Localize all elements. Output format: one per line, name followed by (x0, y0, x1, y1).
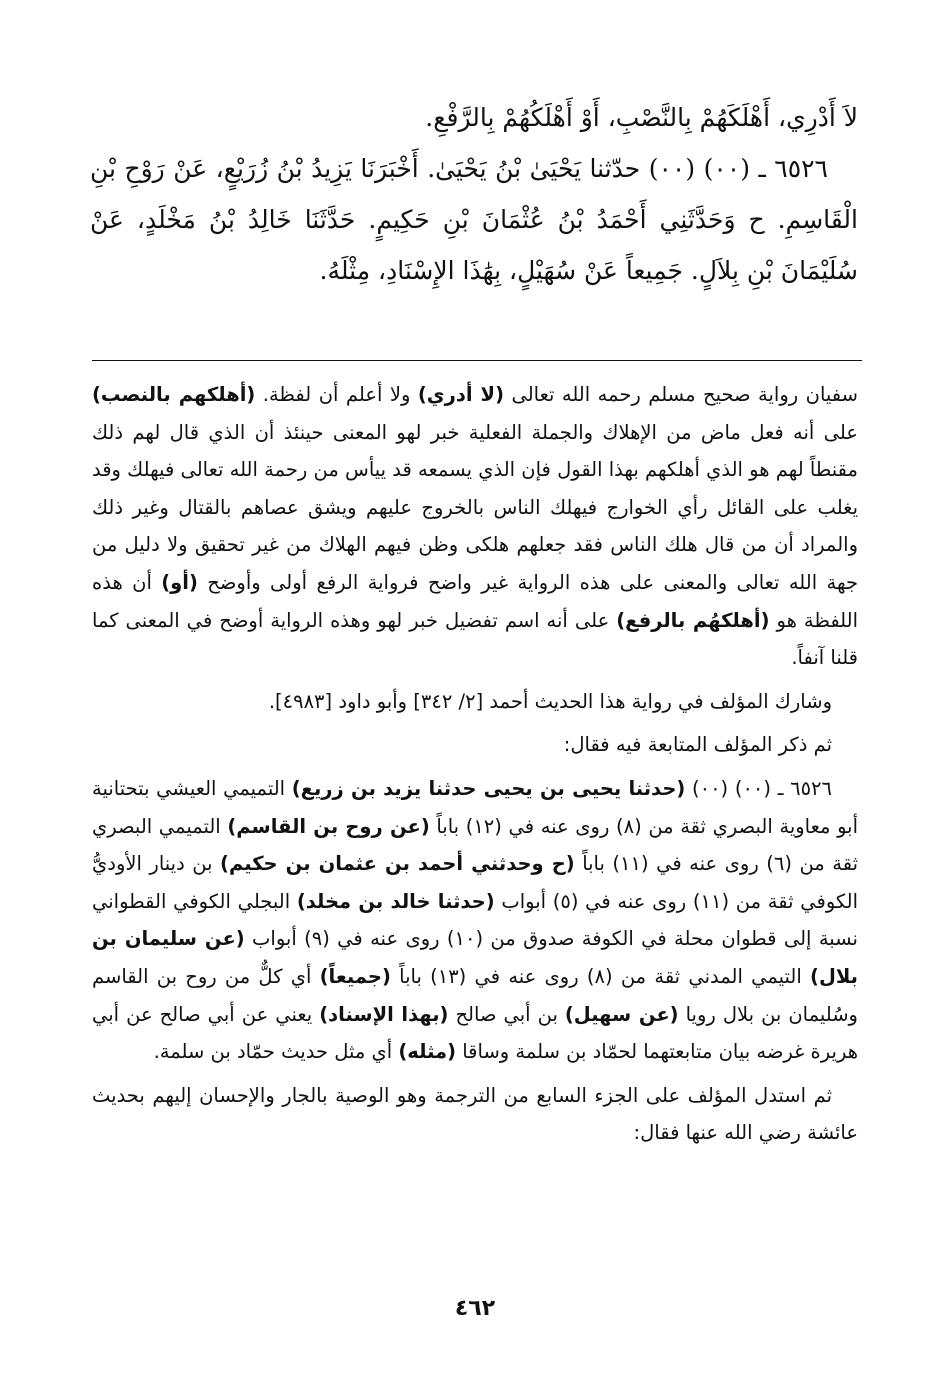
commentary-text: على أنه اسم تفضيل خبر لهو وهذه الرواية أوضح في المعنى كما قلنا آنفاً. (92, 608, 858, 670)
commentary-text: التميمي العيشي بتحتانية أبو معاوية البصري ثقة من (٨) روى عنه في (١٢) باباً (92, 776, 858, 838)
commentary-bold-term: (جميعاً) (319, 964, 391, 988)
commentary-text: ولا أعلم أن لفظة. (255, 383, 418, 406)
commentary-text: التيمي المدني ثقة من (٨) روى عنه في (١٣) باباً (390, 964, 811, 988)
commentary-bold-term: (عن سهيل) (564, 1002, 679, 1026)
commentary-bold-term: (أو) (161, 570, 198, 594)
footnote-divider (92, 360, 862, 361)
commentary-text: يعني عن أبي صالح عن أبي هريرة غرضه بيان متابعتهما لحمّاد بن سلمة وساقا (92, 1002, 858, 1064)
hadith-text-block (90, 92, 858, 296)
commentary-bold-term: (أهلكهم بالنصب) (92, 383, 256, 406)
commentary-bold-term: (عن سليمان بن بلال) (92, 927, 858, 988)
commentary-paragraph-3: ثم ذكر المؤلف المتابعة فيه فقال: (563, 733, 832, 757)
commentary-bold-term: (أهلكهُم بالرفع) (616, 608, 770, 632)
commentary-text: التميمي البصري ثقة من (٦) روى عنه في (١١) باباً (92, 814, 859, 876)
commentary-text: البجلي الكوفي القطواني نسبة إلى قطوان محلة في الكوفة صدوق من (١٠) روى عنه في (٩) أبواب (92, 889, 858, 951)
commentary-paragraph-1 (92, 376, 858, 677)
commentary-text: أي كلٌّ من روح بن القاسم وسُليمان بن بلال رويا (92, 964, 858, 1026)
commentary-text: ٦٥٢٦ ـ (٠٠) (٠٠) (685, 776, 832, 800)
commentary-text: بن دينار الأوديُّ الكوفي ثقة من (١١) روى عنه في (٥) أبواب (92, 852, 859, 913)
commentary-bold-term: (ح وحدثني أحمد بن عثمان بن حكيم) (220, 852, 575, 876)
commentary-text: بن أبي صالح (448, 1002, 565, 1026)
commentary-paragraph-2: وشارك المؤلف في رواية هذا الحديث أحمد [٢/ ٣٤٢] وأبو داود [٤٩٨٣]. (268, 689, 832, 713)
commentary-block (92, 376, 858, 1158)
hadith-paragraph-2: ٦٥٢٦ ـ (٠٠) (٠٠) حدّثنا يَحْيَىٰ بْنُ يَحْيَىٰ. أَخْبَرَنَا يَزِيدُ بْنُ زُرَيْعٍ، عَنْ رَوْحِ بْنِ الْقَاسِمِ. ح وَحَدَّثَنِي أَحْمَدُ بْنُ عُثْمَانَ بْنِ حَكِيمٍ. حَدَّثَنَا خَالِدُ بْنُ مَخْلَدٍ، عَنْ سُلَيْمَانَ بْنِ بِلاَلٍ. جَمِيعاً عَنْ سُهَيْلٍ، بِهَٰذَا الإِسْنَادِ، مِثْلَهُ. (90, 154, 858, 285)
commentary-bold-term: (حدثنا يحيى بن يحيى حدثنا يزيد بن زريع) (291, 776, 686, 800)
commentary-bold-term: (لا أدري) (417, 383, 504, 406)
commentary-text: أن هذه اللفظة هو (92, 570, 858, 632)
commentary-text: على أنه فعل ماض من الإهلاك والجملة الفعلية خبر لهو المعنى حينئذ أن الذي قال لهم ذلك مقنطاً لهم هو الذي أهلكهم بهذا القول فإن الذي يسمعه قد ييأس من رحمة الله تعالى فيهلك وقد يغلب على القائل رأي الخوارج فيهلك الناس بالخروج عليهم ويشق عصاهم بالقتال وغير ذلك والمراد أن من قال هلك الناس فقد جعلهم هلكى وظن فيهم الهلاك من غير تحقيق ولا دليل من جهة الله تعالى والمعنى على هذه الرواية غير واضح فرواية الرفع أولى وأوضح (92, 420, 859, 594)
commentary-bold-term: (عن روح بن القاسم) (227, 814, 430, 838)
commentary-paragraph-5: ثم استدل المؤلف على الجزء السابع من الترجمة وهو الوصية بالجار والإحسان إليهم بحديث عائشة رضي الله عنها فقال: (92, 1083, 858, 1145)
commentary-bold-term: (حدثنا خالد بن مخلد) (296, 889, 495, 913)
commentary-text: سفيان رواية صحيح مسلم رحمه الله تعالى (504, 383, 858, 406)
hadith-paragraph-1: لاَ أَدْرِي، أَهْلَكَهُمْ بِالنَّصْبِ، أَوْ أَهْلَكُهُمْ بِالرَّفْعِ. (425, 103, 858, 132)
commentary-bold-term: (مثله) (398, 1040, 457, 1064)
page-number: ٤٦٢ (454, 1296, 496, 1321)
commentary-paragraph-4 (92, 770, 858, 1071)
commentary-bold-term: (بهذا الإسناد) (319, 1002, 449, 1026)
commentary-text: أي مثل حديث حمّاد بن سلمة. (153, 1040, 399, 1064)
